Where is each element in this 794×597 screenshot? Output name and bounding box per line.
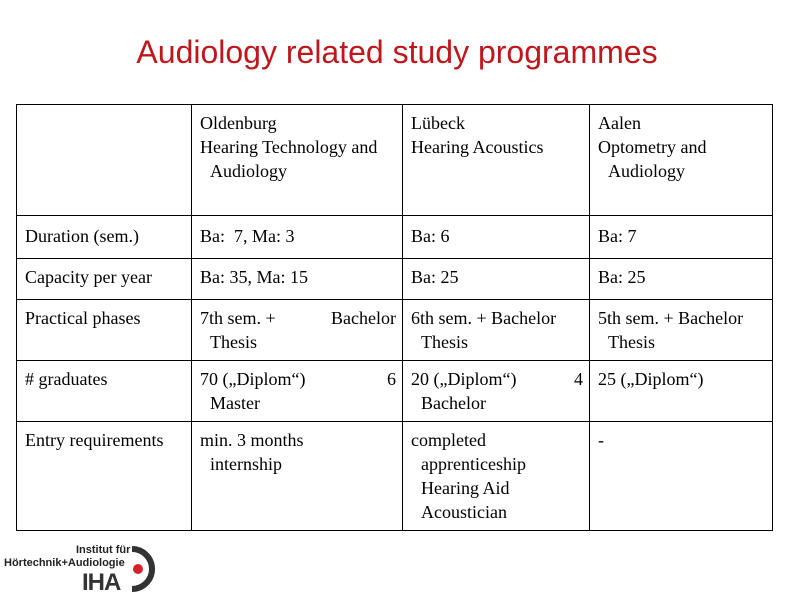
row-label-practical: Practical phases bbox=[17, 300, 192, 361]
table-header-row bbox=[17, 105, 773, 216]
practical-aalen-line1: 5th sem. + Bachelor bbox=[598, 308, 744, 328]
logo-arc-icon bbox=[128, 545, 164, 593]
capacity-aalen: Ba: 25 bbox=[590, 259, 773, 300]
graduates-oldenburg-line1 bbox=[200, 367, 396, 391]
table-row-entry bbox=[17, 422, 773, 531]
header-aalen-programme: Optometry and bbox=[598, 137, 707, 157]
entry-aalen: - bbox=[590, 422, 773, 531]
capacity-oldenburg: Ba: 35, Ma: 15 bbox=[192, 259, 403, 300]
row-label-duration: Duration (sem.) bbox=[17, 216, 192, 259]
practical-oldenburg-line1 bbox=[200, 306, 396, 330]
header-luebeck bbox=[403, 105, 590, 216]
practical-aalen bbox=[590, 300, 773, 361]
entry-oldenburg-line1: min. 3 months bbox=[200, 430, 304, 450]
practical-luebeck-line1: 6th sem. + Bachelor bbox=[411, 308, 557, 328]
practical-oldenburg-degree: Bachelor bbox=[331, 308, 396, 328]
table-row-duration bbox=[17, 216, 773, 259]
graduates-oldenburg-count: 70 („Diplom“) bbox=[200, 369, 306, 389]
capacity-luebeck: Ba: 25 bbox=[403, 259, 590, 300]
graduates-luebeck-ba-count: 4 bbox=[574, 369, 583, 389]
table-row-practical bbox=[17, 300, 773, 361]
header-aalen-city: Aalen bbox=[598, 113, 641, 133]
duration-oldenburg: Ba: 7, Ma: 3 bbox=[192, 216, 403, 259]
row-label-capacity: Capacity per year bbox=[17, 259, 192, 300]
study-programmes-table bbox=[16, 104, 773, 531]
graduates-luebeck-count: 20 („Diplom“) bbox=[411, 369, 517, 389]
slide-title: Audiology related study programmes bbox=[136, 34, 658, 70]
practical-oldenburg-thesis: Thesis bbox=[210, 332, 257, 352]
entry-oldenburg bbox=[192, 422, 403, 531]
iha-logo bbox=[4, 543, 162, 596]
entry-luebeck-line2: apprenticeship bbox=[421, 454, 526, 474]
header-oldenburg-city: Oldenburg bbox=[200, 113, 277, 133]
practical-aalen-thesis: Thesis bbox=[608, 332, 655, 352]
entry-luebeck bbox=[403, 422, 590, 531]
practical-luebeck-thesis: Thesis bbox=[421, 332, 468, 352]
header-empty-cell bbox=[17, 105, 192, 216]
practical-luebeck bbox=[403, 300, 590, 361]
header-luebeck-programme: Hearing Acoustics bbox=[411, 137, 544, 157]
graduates-aalen: 25 („Diplom“) bbox=[590, 361, 773, 422]
entry-luebeck-line3: Hearing Aid bbox=[421, 478, 510, 498]
table-row-graduates bbox=[17, 361, 773, 422]
graduates-luebeck-degree: Bachelor bbox=[421, 393, 486, 413]
practical-oldenburg-sem: 7th sem. + bbox=[200, 308, 276, 328]
graduates-oldenburg bbox=[192, 361, 403, 422]
logo-line1: Institut für bbox=[76, 544, 131, 556]
row-label-graduates: # graduates bbox=[17, 361, 192, 422]
entry-luebeck-line4: Acoustician bbox=[421, 502, 507, 522]
practical-oldenburg bbox=[192, 300, 403, 361]
row-label-entry: Entry requirements bbox=[17, 422, 192, 531]
table-row-capacity bbox=[17, 259, 773, 300]
logo-mark: IHA bbox=[82, 569, 121, 596]
duration-aalen: Ba: 7 bbox=[590, 216, 773, 259]
logo-line2: Hörtechnik+Audiologie bbox=[4, 557, 125, 569]
graduates-luebeck-line1 bbox=[411, 367, 583, 391]
header-aalen bbox=[590, 105, 773, 216]
entry-oldenburg-line2: internship bbox=[210, 454, 282, 474]
header-oldenburg-programme-cont: Audiology bbox=[210, 161, 288, 181]
header-oldenburg bbox=[192, 105, 403, 216]
duration-luebeck: Ba: 6 bbox=[403, 216, 590, 259]
header-aalen-programme-cont: Audiology bbox=[608, 161, 686, 181]
graduates-luebeck bbox=[403, 361, 590, 422]
graduates-oldenburg-degree: Master bbox=[210, 393, 260, 413]
entry-luebeck-line1: completed bbox=[411, 430, 486, 450]
header-oldenburg-programme: Hearing Technology and bbox=[200, 137, 378, 157]
graduates-oldenburg-ma-count: 6 bbox=[387, 369, 396, 389]
header-luebeck-city: Lübeck bbox=[411, 113, 465, 133]
